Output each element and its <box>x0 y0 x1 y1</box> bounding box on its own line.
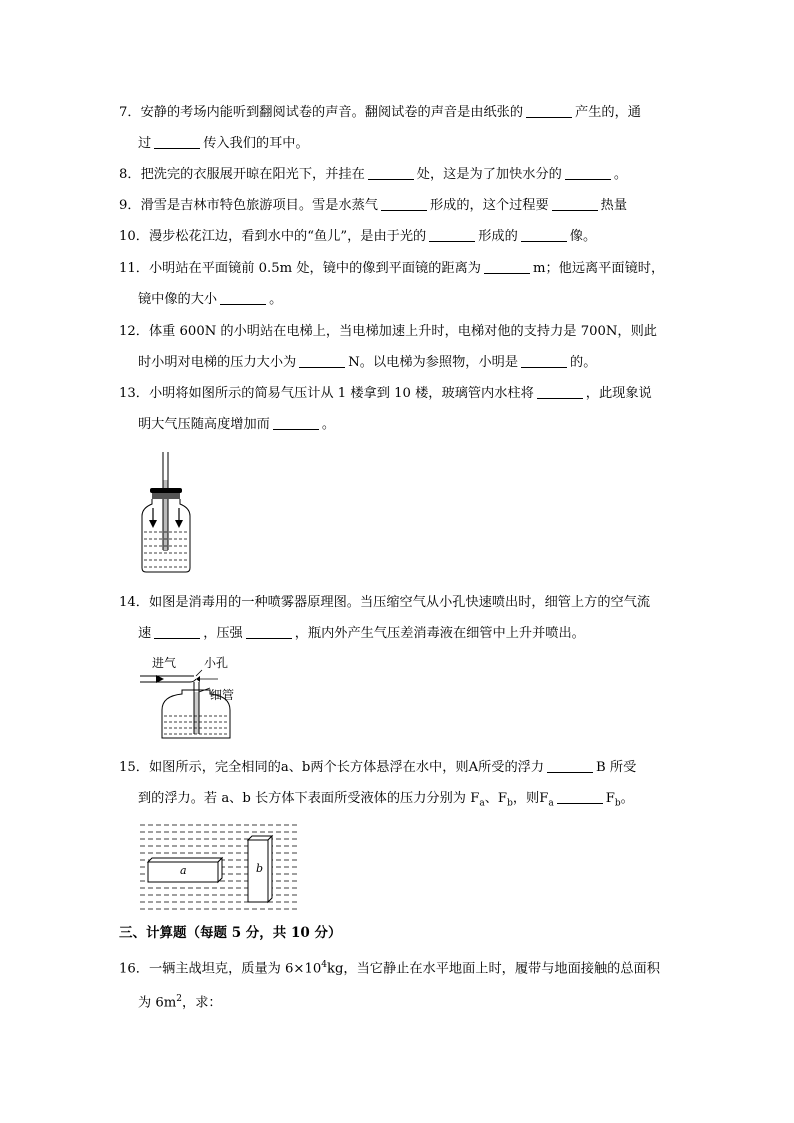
question-10 <box>119 221 679 252</box>
question-7 <box>119 97 679 159</box>
q11-text-1: 11．小明站在平面镜前 0.5m 处，镜中的像到平面镜的距离为 <box>119 261 481 276</box>
subscript: b <box>614 798 621 809</box>
q13-text-1: 13．小明将如图所示的简易气压计从 1 楼拿到 10 楼，玻璃管内水柱将 <box>119 386 534 401</box>
answer-blank[interactable] <box>154 624 200 639</box>
barometer-figure <box>138 450 198 576</box>
q15-text-1: 15．如图所示，完全相同的a、b两个长方体悬浮在水中，则A所受的浮力 <box>119 760 545 775</box>
q8-text-3: 。 <box>613 167 628 182</box>
q16-text-3: 为 6m <box>138 995 177 1011</box>
q12-text-2: 时小明对电梯的压力大小为 <box>138 355 297 370</box>
answer-blank[interactable] <box>381 196 427 211</box>
answer-blank[interactable] <box>537 384 583 399</box>
q10-text-2: 形成的 <box>478 229 518 244</box>
label-block-a: a <box>180 864 187 877</box>
q15-text-4: 、F <box>484 791 508 806</box>
answer-blank[interactable] <box>273 415 319 430</box>
label-air-in: 进气 <box>152 656 177 670</box>
answer-blank[interactable] <box>246 624 292 639</box>
q8-text-2: 处，这是为了加快水分的 <box>416 167 562 182</box>
label-small-hole: 小孔 <box>204 656 229 670</box>
q12-text-4: 的。 <box>570 355 597 370</box>
q7-text-1: 7．安静的考场内能听到翻阅试卷的声音。翻阅试卷的声音是由纸张的 <box>119 105 524 120</box>
question-14 <box>119 587 679 649</box>
question-16 <box>119 950 679 1019</box>
question-11 <box>119 253 679 315</box>
q14-text-3: ，压强 <box>203 626 243 641</box>
answer-blank[interactable] <box>429 227 475 242</box>
q10-text-3: 像。 <box>569 229 597 244</box>
answer-blank[interactable] <box>368 165 414 180</box>
q14-text-4: ，瓶内外产生气压差消毒液在细管中上升并喷出。 <box>294 626 585 641</box>
q7-text-2: 产生的，通 <box>575 105 641 120</box>
superscript: 2 <box>176 994 183 1005</box>
answer-blank[interactable] <box>484 259 530 274</box>
subscript: b <box>507 798 513 809</box>
question-13 <box>119 378 679 440</box>
q9-text-2: 形成的，这个过程要 <box>429 198 549 213</box>
answer-blank[interactable] <box>521 227 567 242</box>
question-15 <box>119 752 679 820</box>
answer-blank[interactable] <box>557 789 603 804</box>
answer-blank[interactable] <box>154 134 200 149</box>
q11-text-2: m；他远离平面镜时， <box>532 261 665 276</box>
q14-text-2: 速 <box>138 626 152 641</box>
q15-text-5: ，则F <box>512 791 549 806</box>
answer-blank[interactable] <box>552 196 598 211</box>
q13-text-3: 明大气压随高度增加而 <box>138 417 270 432</box>
question-9 <box>119 190 679 221</box>
q9-text-1: 9．滑雪是吉林市特色旅游项目。雪是水蒸气 <box>119 198 378 213</box>
q10-text-1: 10．漫步松花江边，看到水中的“鱼儿”，是由于光的 <box>119 229 427 244</box>
floating-blocks-figure <box>140 822 300 914</box>
q13-text-2: ，此现象说 <box>585 386 652 401</box>
q15-text-3: 到的浮力。若 a、b 长方体下表面所受液体的压力分别为 F <box>138 791 480 806</box>
superscript: 4 <box>321 960 327 970</box>
answer-blank[interactable] <box>526 103 572 118</box>
q7-text-4: 传入我们的耳中。 <box>203 136 309 151</box>
q8-text-1: 8．把洗完的衣服展开晾在阳光下，并挂在 <box>119 167 365 182</box>
label-block-b: b <box>256 862 264 875</box>
q16-text-4: ，求： <box>182 995 222 1011</box>
q11-text-3: 镜中像的大小 <box>138 292 218 307</box>
subscript: a <box>479 798 485 809</box>
answer-blank[interactable] <box>547 758 593 773</box>
section-heading-calculation: 三、计算题（每题 5 分，共 10 分） <box>119 925 342 941</box>
q15-text-7: 。 <box>620 791 634 806</box>
q15-text-2: B 所受 <box>596 760 637 775</box>
q16-text-2: kg，当它静止在水平地面上时，履带与地面接触的总面积 <box>327 961 660 977</box>
answer-blank[interactable] <box>565 165 611 180</box>
question-12 <box>119 316 679 378</box>
answer-blank[interactable] <box>299 353 345 368</box>
q15-text-6: F <box>605 791 615 806</box>
answer-blank[interactable] <box>220 290 266 305</box>
q14-text-1: 14．如图是消毒用的一种喷雾器原理图。当压缩空气从小孔快速喷出时，细管上方的空气流 <box>119 595 651 610</box>
q7-text-3: 过 <box>138 136 152 151</box>
q9-text-3: 热量 <box>600 198 628 213</box>
q11-text-4: 。 <box>269 292 283 307</box>
sprayer-figure <box>138 652 248 744</box>
question-8 <box>119 159 679 190</box>
label-thin-tube: 细管 <box>210 688 235 702</box>
q13-text-4: 。 <box>321 417 336 432</box>
subscript: a <box>548 798 554 809</box>
q12-text-1: 12．体重 600N 的小明站在电梯上，当电梯加速上升时，电梯对他的支持力是 700N，则此 <box>119 324 657 339</box>
q16-text-1: 16．一辆主战坦克，质量为 6×10 <box>119 961 322 977</box>
q12-text-3: N。以电梯为参照物，小明是 <box>348 355 519 370</box>
answer-blank[interactable] <box>521 353 567 368</box>
